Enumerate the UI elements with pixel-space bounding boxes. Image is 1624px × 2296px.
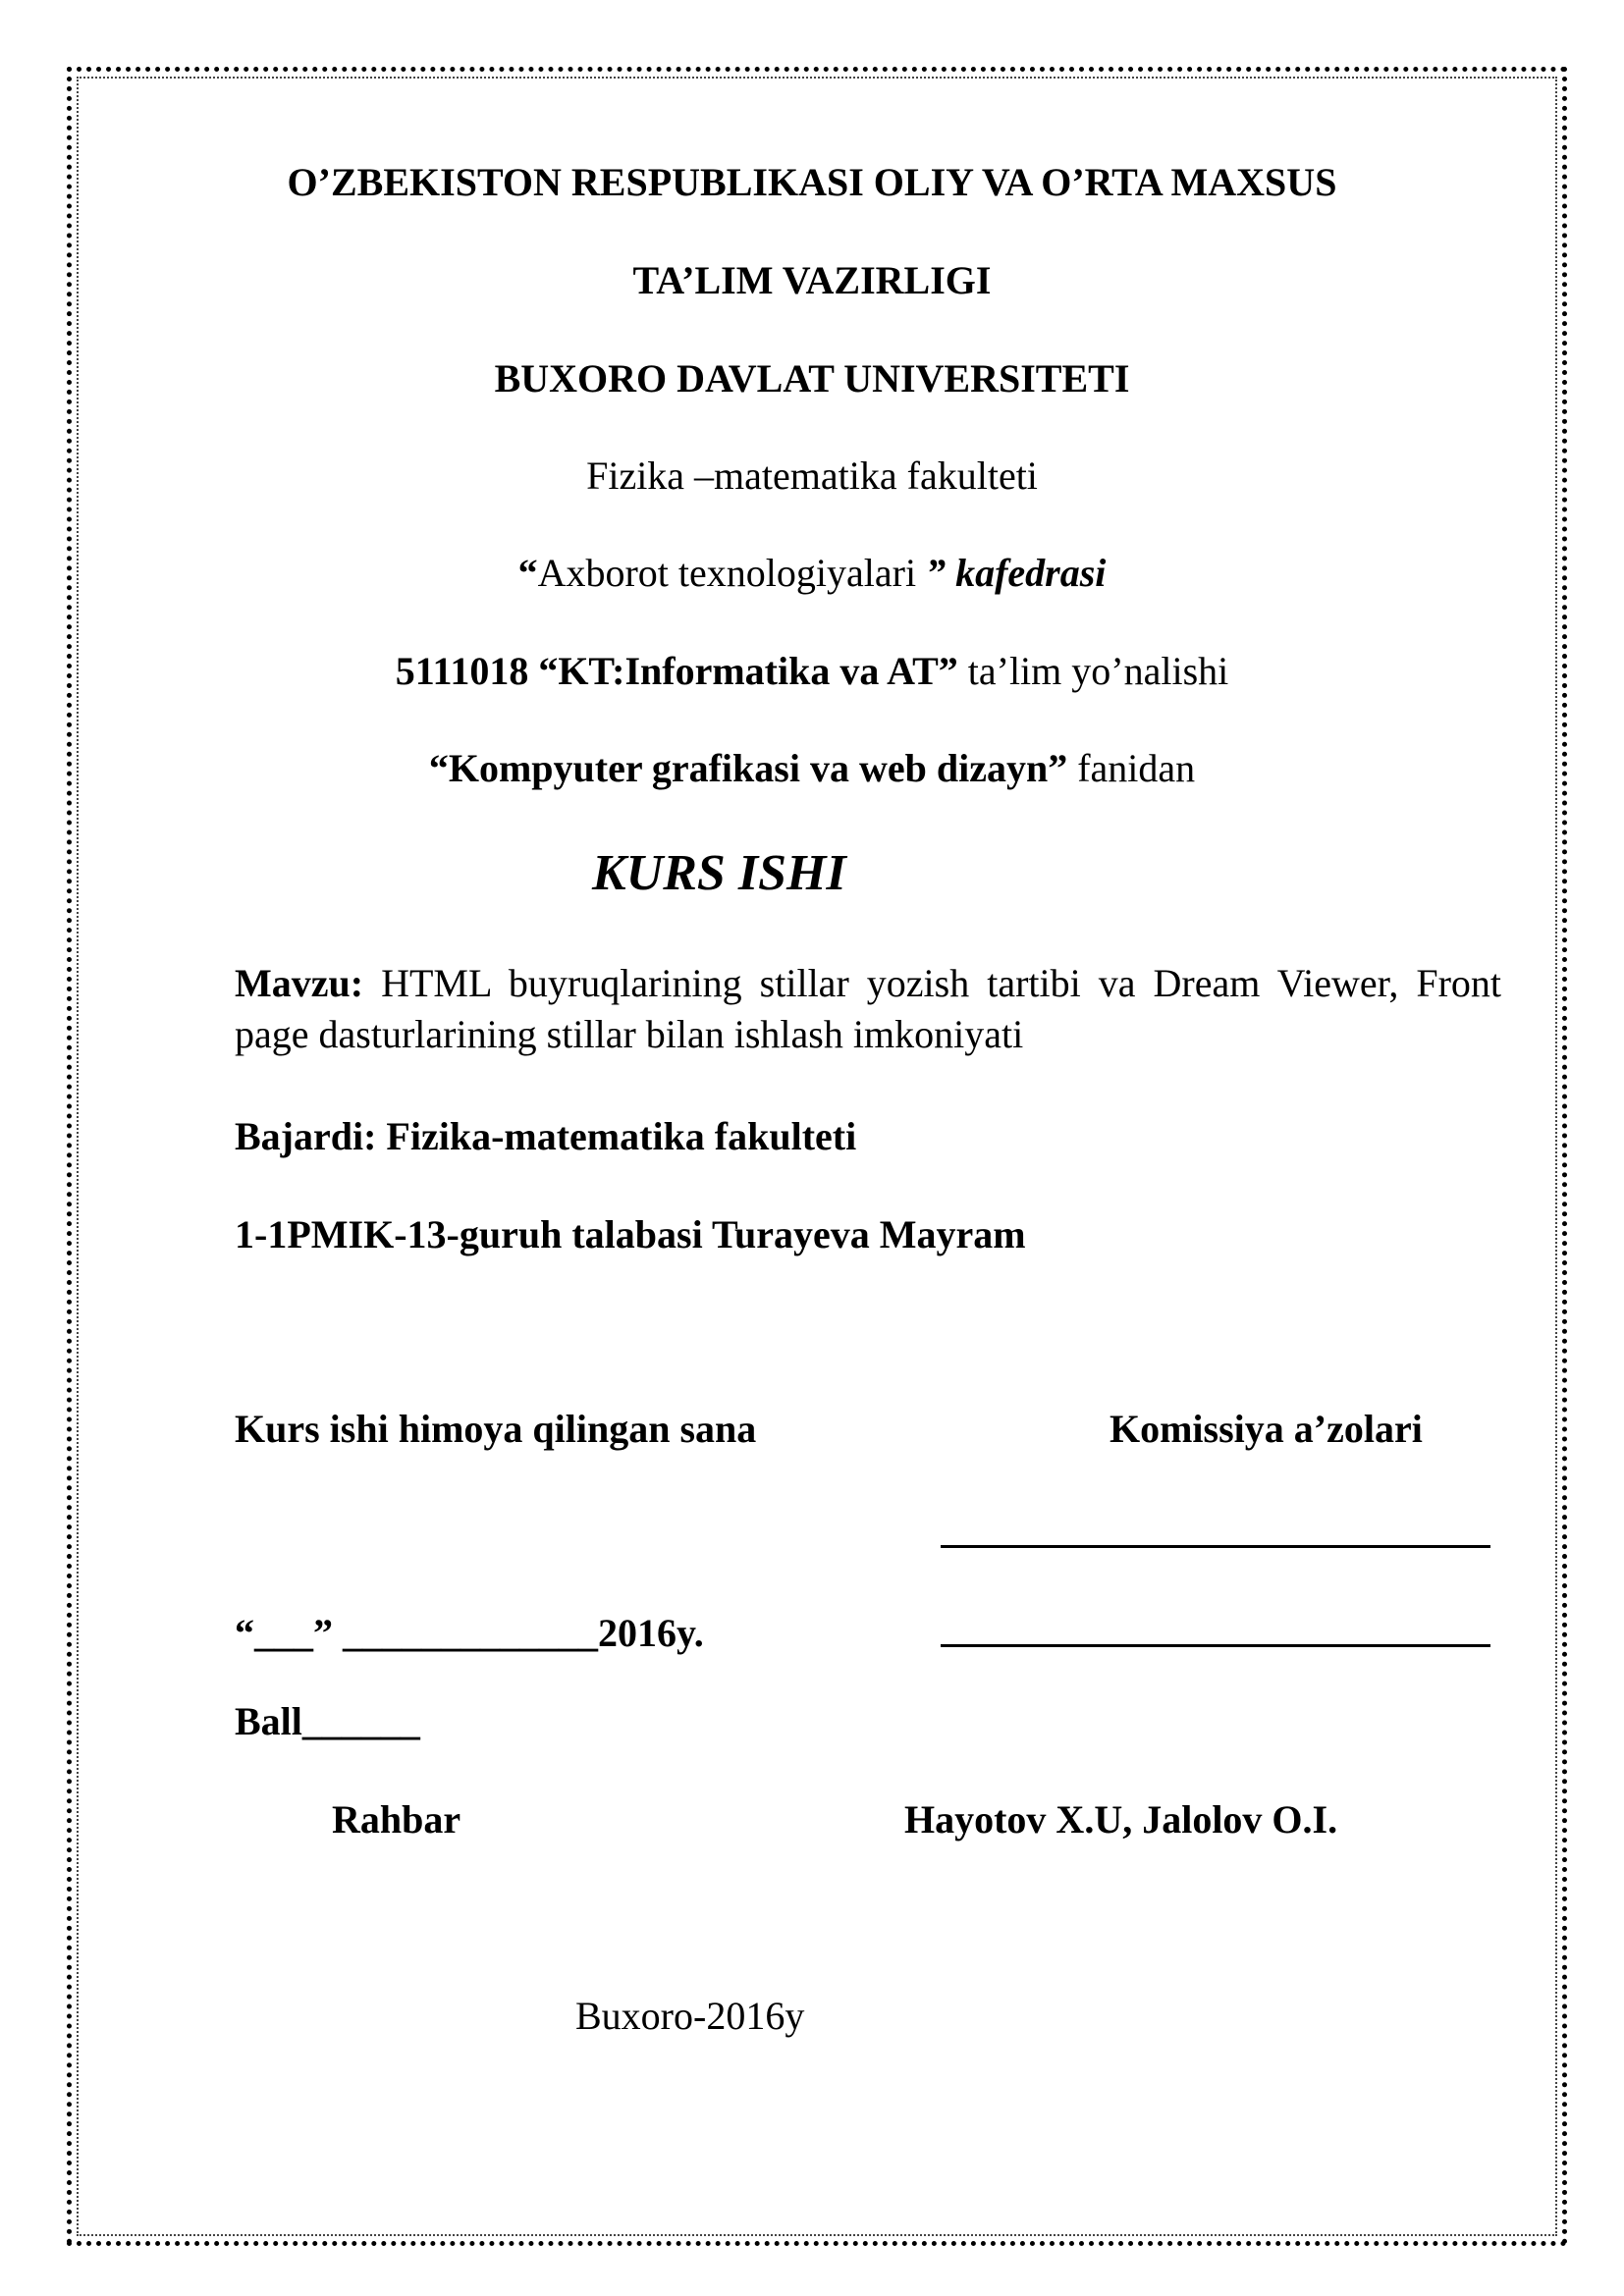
department-line [0,550,1624,597]
subject-name: “Kompyuter grafikasi va web dizayn” [428,746,1068,790]
supervisor-label: Rahbar [332,1797,461,1842]
supervisor-names: Hayotov X.U, Jalolov O.I. [904,1797,1338,1842]
university-name: BUXORO DAVLAT UNIVERSITETI [494,356,1130,400]
defense-date-blank: “___” _____________2016y. [235,1611,704,1655]
defense-date-label: Kurs ishi himoya qilingan sana [235,1407,757,1451]
topic-label: Mavzu: [235,961,364,1005]
program-suffix: ta’lim yo’nalishi [957,649,1229,693]
commission-signature-line-1 [941,1545,1490,1548]
city-year: Buxoro-2016y [575,1994,805,2038]
ministry-line-1: O’ZBEKISTON RESPUBLIKASI OLIY VA O’RTA MAXSUS [287,160,1337,204]
department-name: Axborot texnologiyalari [537,551,927,595]
program-code-name: 5111018 “KT:Informatika va AT” [395,649,958,693]
commission-label: Komissiya a’zolari [1110,1407,1423,1451]
faculty-name: Fizika –matematika fakulteti [586,454,1038,498]
topic-paragraph [235,958,1501,1060]
program-line [0,648,1624,695]
author-line-2: 1-1PMIK-13-guruh talabasi Turayeva Mayram [235,1212,1026,1256]
department-suffix: ” kafedrasi [926,551,1107,595]
commission-signature-line-2 [941,1644,1490,1647]
topic-text: HTML buyruqlarining stillar yozish tartibi va Dream Viewer, Front page dasturlarining stillar bilan ishlash imkoniyati [235,961,1501,1056]
author-line-1: Bajardi: Fizika-matematika fakulteti [235,1114,857,1158]
department-open-quote: “ [517,551,538,595]
document-title: KURS ISHI [592,845,846,901]
subject-line [0,745,1624,792]
ministry-line-2: TA’LIM VAZIRLIGI [632,258,992,302]
score-field: Ball______ [235,1699,420,1743]
subject-suffix: fanidan [1067,746,1196,790]
